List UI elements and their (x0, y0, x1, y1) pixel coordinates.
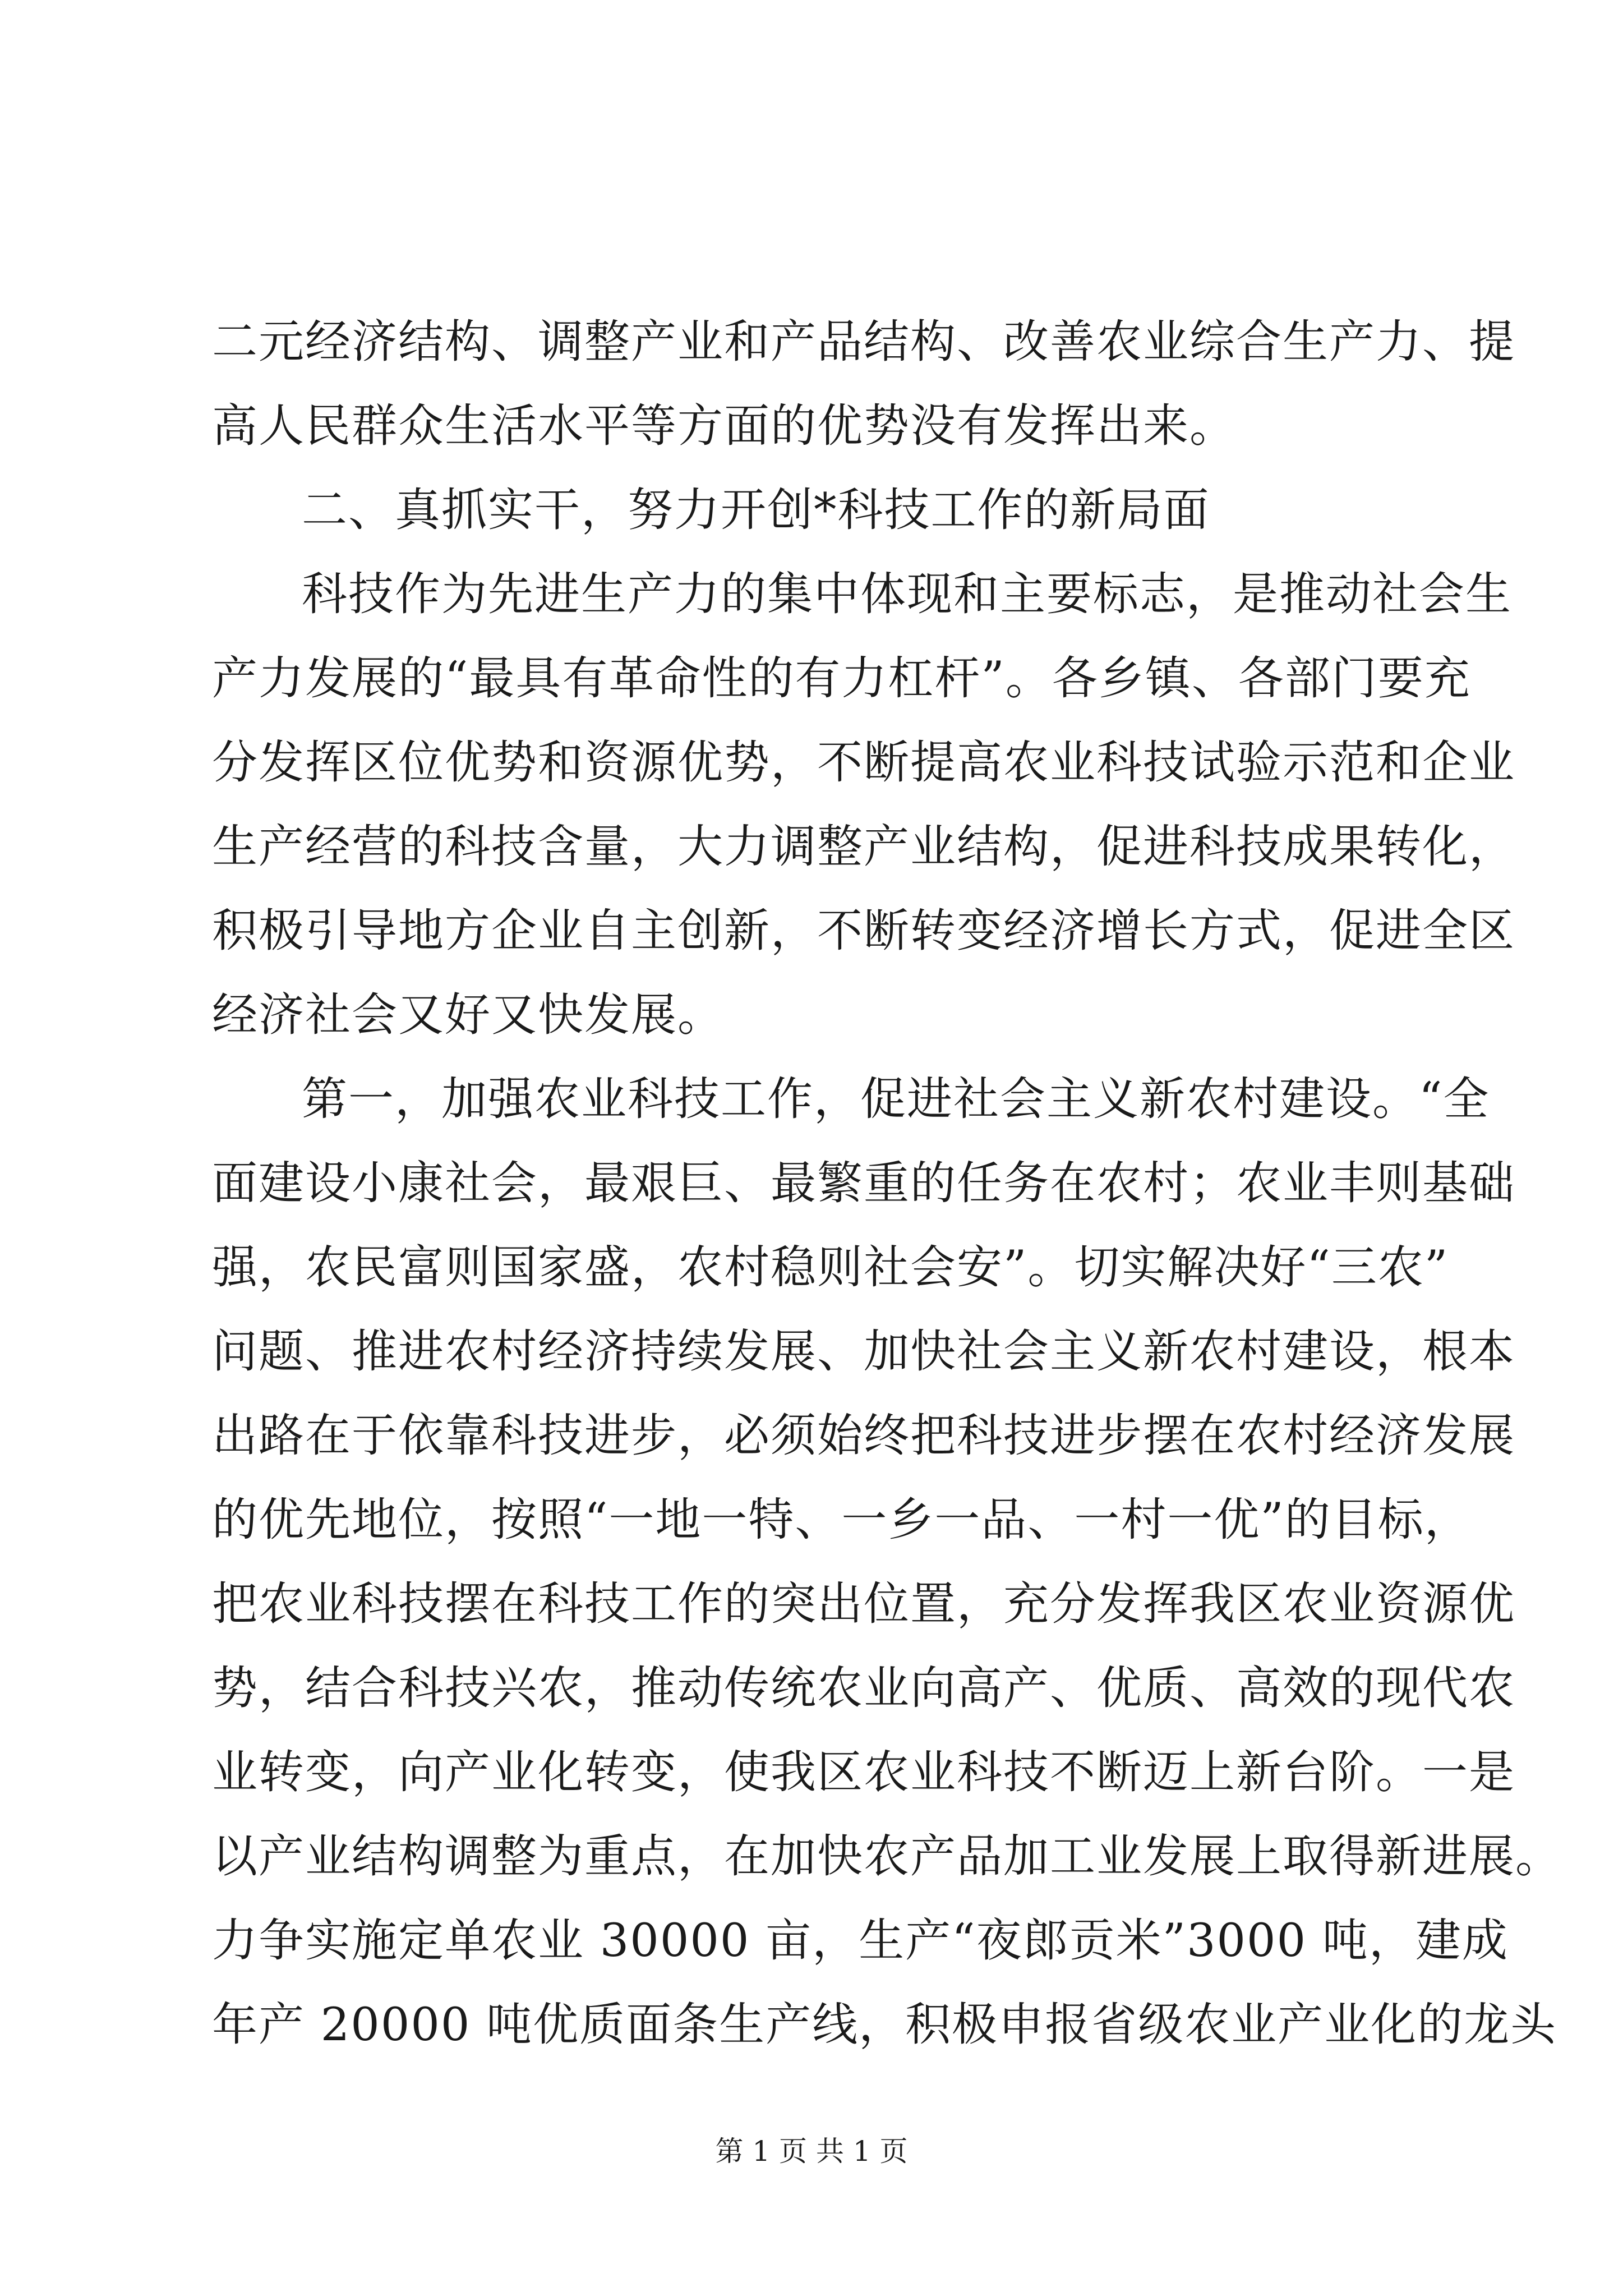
section-heading: 二、真抓实干，努力开创*科技工作的新局面 (302, 484, 1210, 537)
text-line: 第一，加强农业科技工作，促进社会主义新农村建设。“全 (302, 1073, 1490, 1126)
text-line: 积极引导地方企业自主创新，不断转变经济增长方式，促进全区 (212, 905, 1516, 958)
text-line: 的优先地位，按照“一地一特、一乡一品、一村一优”的目标， (212, 1494, 1471, 1547)
text-line: 以产业结构调整为重点，在加快农产品加工业发展上取得新进展。 (212, 1830, 1562, 1883)
text-line: 出路在于依靠科技进步，必须始终把科技进步摆在农村经济发展 (212, 1410, 1516, 1462)
text-line: 年产 20000 吨优质面条生产线，积极申报省级农业产业化的龙头 (212, 1999, 1557, 2051)
text-line: 科技作为先进生产力的集中体现和主要标志，是推动社会生 (302, 568, 1513, 621)
text-line: 强，农民富则国家盛，农村稳则社会安”。切实解决好“三农” (212, 1241, 1449, 1294)
page-footer: 第 1 页 共 1 页 (715, 2135, 908, 2168)
text-line: 面建设小康社会，最艰巨、最繁重的任务在农村；农业丰则基础 (212, 1157, 1516, 1210)
text-line: 分发挥区位优势和资源优势，不断提高农业科技试验示范和企业 (212, 737, 1516, 789)
text-line: 二元经济结构、调整产业和产品结构、改善农业综合生产力、提 (212, 316, 1516, 369)
text-line: 业转变，向产业化转变，使我区农业科技不断迈上新台阶。一是 (212, 1746, 1516, 1799)
text-line: 高人民群众生活水平等方面的优势没有发挥出来。 (212, 400, 1237, 453)
text-line: 力争实施定单农业 30000 亩，生产“夜郎贡米”3000 吨，建成 (212, 1915, 1509, 1967)
text-line: 把农业科技摆在科技工作的突出位置，充分发挥我区农业资源优 (212, 1578, 1516, 1631)
document-body (212, 300, 1562, 2067)
text-line: 产力发展的“最具有革命性的有力杠杆”。各乡镇、各部门要充 (212, 652, 1471, 705)
text-line: 经济社会又好又快发展。 (212, 989, 725, 1042)
text-line: 势，结合科技兴农，推动传统农业向高产、优质、高效的现代农 (212, 1662, 1516, 1715)
text-line: 生产经营的科技含量，大力调整产业结构，促进科技成果转化， (212, 821, 1516, 873)
text-line: 问题、推进农村经济持续发展、加快社会主义新农村建设，根本 (212, 1326, 1516, 1378)
